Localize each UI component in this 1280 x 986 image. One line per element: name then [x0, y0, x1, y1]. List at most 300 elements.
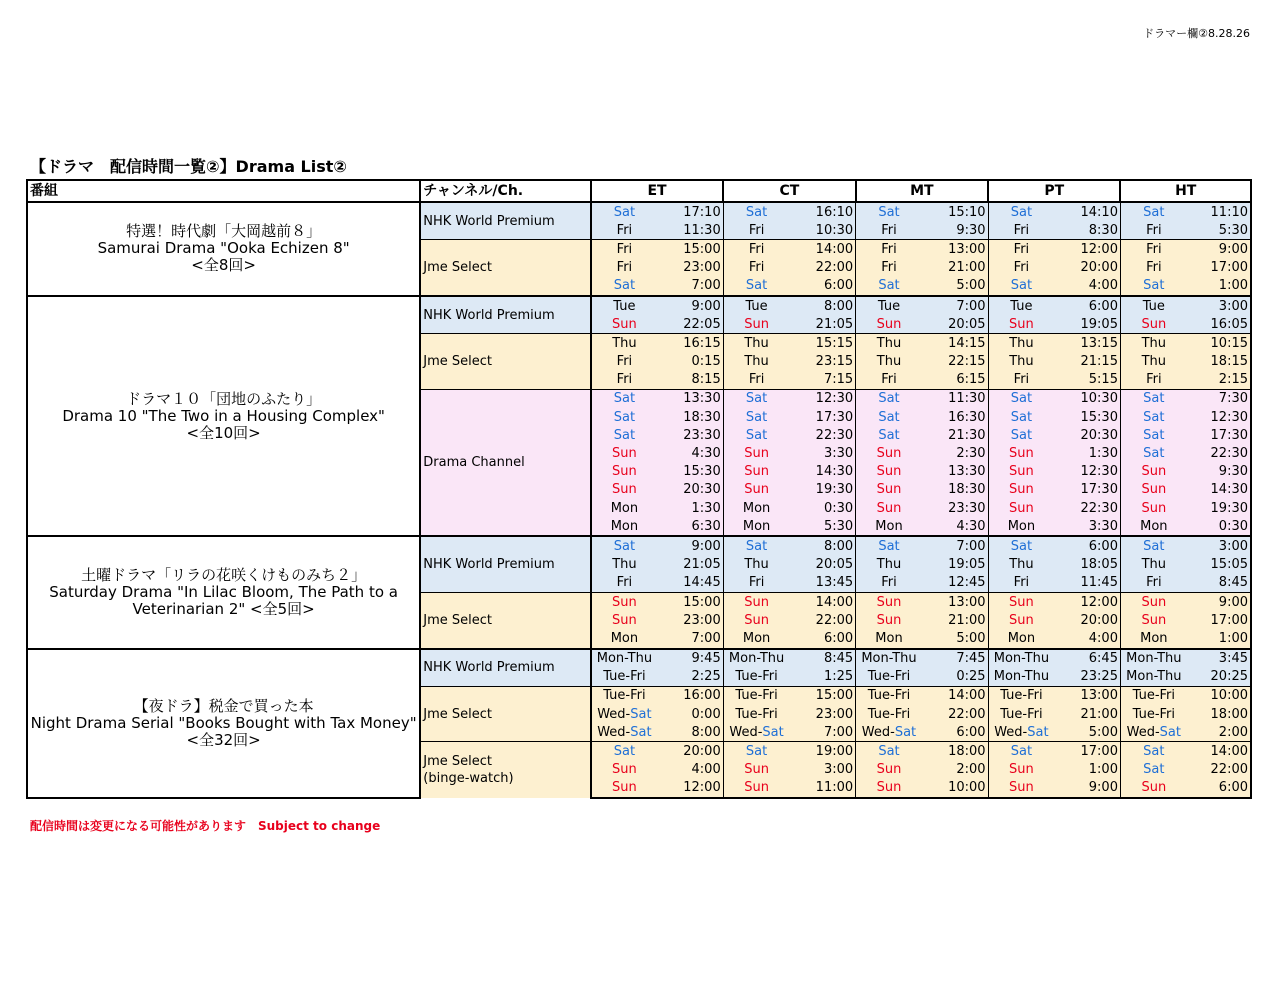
- day-cell: Wed-Sat: [1120, 723, 1186, 742]
- day-cell: Fri: [591, 353, 657, 371]
- day-cell: Fri: [723, 259, 789, 277]
- time-cell: 3:30: [1054, 517, 1120, 536]
- time-cell: 15:00: [789, 686, 855, 705]
- time-cell: 20:30: [1054, 426, 1120, 444]
- day-cell: Sun: [1120, 592, 1186, 611]
- channel-name-line: NHK World Premium: [423, 557, 555, 573]
- day-highlight: Sat: [894, 724, 917, 740]
- day-cell: Sat: [1120, 277, 1186, 296]
- time-cell: 13:00: [1054, 686, 1120, 705]
- header-zone-ht: HT: [1120, 180, 1251, 202]
- header-zone-et: ET: [591, 180, 723, 202]
- time-cell: 14:30: [1187, 481, 1251, 499]
- table-row: [27, 536, 1251, 555]
- day-cell: Sun: [1120, 463, 1186, 481]
- day-cell: Fri: [988, 221, 1054, 240]
- time-cell: 6:00: [1187, 779, 1251, 798]
- day-cell: Tue-Fri: [723, 668, 789, 687]
- day-cell: Sat: [591, 536, 657, 555]
- day-cell: Wed-Sat: [591, 723, 657, 742]
- time-cell: 20:00: [1054, 611, 1120, 629]
- day-cell: Sun: [591, 761, 657, 779]
- time-cell: 15:30: [657, 463, 723, 481]
- day-cell: Mon: [1120, 629, 1186, 648]
- time-cell: 8:15: [657, 371, 723, 390]
- time-cell: 9:00: [1187, 592, 1251, 611]
- time-cell: 17:00: [1187, 259, 1251, 277]
- day-cell: Sun: [856, 463, 922, 481]
- time-cell: 3:30: [789, 444, 855, 462]
- header-zone-ct: CT: [723, 180, 855, 202]
- time-cell: 20:00: [1054, 259, 1120, 277]
- time-cell: 18:30: [657, 408, 723, 426]
- time-cell: 7:00: [657, 277, 723, 296]
- time-cell: 21:30: [922, 426, 988, 444]
- day-cell: Tue-Fri: [856, 705, 922, 723]
- program-title-line: Samurai Drama "Ooka Echizen 8": [97, 239, 350, 258]
- time-cell: 18:05: [1054, 556, 1120, 574]
- program-title-line: Saturday Drama "In Lilac Bloom, The Path to a Veterinarian 2" <全5回>: [49, 582, 398, 618]
- header-zone-mt: MT: [856, 180, 988, 202]
- day-cell: Sun: [856, 499, 922, 517]
- time-cell: 2:30: [922, 444, 988, 462]
- time-cell: 4:00: [657, 761, 723, 779]
- day-cell: Mon: [988, 517, 1054, 536]
- day-cell: Sat: [856, 389, 922, 408]
- time-cell: 9:00: [1187, 240, 1251, 259]
- day-cell: Fri: [1120, 259, 1186, 277]
- day-cell: Thu: [723, 556, 789, 574]
- header-channel: チャンネル/Ch.: [420, 180, 591, 202]
- time-cell: 8:00: [657, 723, 723, 742]
- day-cell: Fri: [856, 371, 922, 390]
- time-cell: 23:15: [789, 353, 855, 371]
- day-cell: Sat: [591, 389, 657, 408]
- time-cell: 17:30: [1054, 481, 1120, 499]
- time-cell: 23:00: [789, 705, 855, 723]
- day-cell: Sun: [1120, 499, 1186, 517]
- day-cell: Tue-Fri: [723, 686, 789, 705]
- day-cell: Mon: [723, 499, 789, 517]
- day-highlight: Sat: [1159, 724, 1181, 740]
- channel-name: [420, 742, 591, 798]
- day-cell: Sun: [723, 444, 789, 462]
- channel-name-line: Jme Select: [423, 612, 492, 628]
- channel-name: [420, 592, 591, 648]
- day-cell: Mon: [856, 629, 922, 648]
- time-cell: 15:15: [789, 334, 855, 353]
- time-cell: 4:30: [657, 444, 723, 462]
- day-cell: Tue: [856, 296, 922, 315]
- time-cell: 22:00: [922, 705, 988, 723]
- day-cell: Sat: [723, 408, 789, 426]
- time-cell: 7:00: [922, 536, 988, 555]
- day-cell: Mon: [1120, 517, 1186, 536]
- time-cell: 12:30: [1054, 463, 1120, 481]
- time-cell: 13:30: [922, 463, 988, 481]
- time-cell: 1:00: [1187, 277, 1251, 296]
- day-cell: Mon-Thu: [988, 668, 1054, 687]
- time-cell: 9:00: [1054, 779, 1120, 798]
- time-cell: 5:00: [1054, 723, 1120, 742]
- day-cell: Fri: [591, 371, 657, 390]
- day-highlight: Sat: [630, 724, 652, 740]
- time-cell: 22:00: [789, 611, 855, 629]
- day-cell: Fri: [591, 240, 657, 259]
- time-cell: 20:25: [1187, 668, 1251, 687]
- day-cell: Sun: [988, 779, 1054, 798]
- day-cell: Sun: [591, 592, 657, 611]
- time-cell: 15:00: [657, 592, 723, 611]
- channel-name-line: Jme Select: [423, 706, 492, 722]
- day-cell: Sun: [856, 779, 922, 798]
- day-highlight: Sat: [762, 724, 784, 740]
- time-cell: 19:05: [1054, 315, 1120, 334]
- time-cell: 3:45: [1187, 649, 1251, 668]
- time-cell: 18:15: [1187, 353, 1251, 371]
- time-cell: 19:00: [789, 742, 855, 761]
- time-cell: 13:15: [1054, 334, 1120, 353]
- day-cell: Thu: [723, 353, 789, 371]
- day-cell: Mon: [723, 629, 789, 648]
- time-cell: 4:00: [1054, 629, 1120, 648]
- time-cell: 10:30: [789, 221, 855, 240]
- day-cell: Sun: [856, 611, 922, 629]
- program-title-line: 特選！時代劇「大岡越前８」: [126, 222, 322, 241]
- time-cell: 20:05: [789, 556, 855, 574]
- time-cell: 9:30: [922, 221, 988, 240]
- day-cell: Sat: [988, 408, 1054, 426]
- day-cell: Thu: [1120, 334, 1186, 353]
- day-cell: Sat: [591, 426, 657, 444]
- time-cell: 19:05: [922, 556, 988, 574]
- channel-name: [420, 686, 591, 742]
- day-cell: Mon: [591, 629, 657, 648]
- day-cell: Fri: [591, 221, 657, 240]
- day-cell: Sun: [988, 499, 1054, 517]
- channel-name-line: (binge-watch): [423, 771, 514, 787]
- time-cell: 3:00: [1187, 296, 1251, 315]
- day-cell: Tue-Fri: [723, 705, 789, 723]
- time-cell: 7:00: [789, 723, 855, 742]
- time-cell: 10:00: [1187, 686, 1251, 705]
- time-cell: 0:00: [657, 705, 723, 723]
- day-cell: Sun: [723, 463, 789, 481]
- day-cell: Sun: [1120, 611, 1186, 629]
- time-cell: 0:25: [922, 668, 988, 687]
- day-cell: Mon: [856, 517, 922, 536]
- time-cell: 10:30: [1054, 389, 1120, 408]
- table-row: [27, 296, 1251, 315]
- day-cell: Sun: [723, 481, 789, 499]
- day-cell: Tue-Fri: [856, 686, 922, 705]
- day-cell: Sun: [591, 611, 657, 629]
- day-cell: Mon-Thu: [591, 649, 657, 668]
- day-cell: Thu: [591, 334, 657, 353]
- channel-name-line: Jme Select: [423, 354, 492, 370]
- time-cell: 8:45: [1187, 574, 1251, 593]
- day-cell: Fri: [856, 221, 922, 240]
- time-cell: 8:30: [1054, 221, 1120, 240]
- day-cell: Thu: [988, 556, 1054, 574]
- day-cell: Tue-Fri: [591, 668, 657, 687]
- day-cell: Sat: [723, 536, 789, 555]
- time-cell: 12:00: [1054, 592, 1120, 611]
- day-cell: Sat: [988, 742, 1054, 761]
- day-cell: Sun: [988, 611, 1054, 629]
- day-cell: Sun: [856, 592, 922, 611]
- day-cell: Sat: [856, 277, 922, 296]
- day-cell: Wed-Sat: [723, 723, 789, 742]
- program-title: [27, 536, 420, 648]
- day-cell: Fri: [723, 371, 789, 390]
- day-cell: Sat: [591, 742, 657, 761]
- time-cell: 0:15: [657, 353, 723, 371]
- day-cell: Tue-Fri: [988, 705, 1054, 723]
- time-cell: 1:25: [789, 668, 855, 687]
- day-highlight: Sat: [630, 706, 652, 722]
- time-cell: 22:15: [922, 353, 988, 371]
- day-cell: Thu: [856, 353, 922, 371]
- day-cell: Mon-Thu: [1120, 649, 1186, 668]
- time-cell: 7:00: [922, 296, 988, 315]
- day-cell: Fri: [856, 574, 922, 593]
- time-cell: 1:00: [1054, 761, 1120, 779]
- time-cell: 22:00: [789, 259, 855, 277]
- program-title-line: ドラマ１０「団地のふたり」: [126, 389, 322, 408]
- day-cell: Sat: [1120, 389, 1186, 408]
- time-cell: 6:00: [789, 277, 855, 296]
- day-cell: Sat: [1120, 202, 1186, 221]
- time-cell: 21:00: [922, 611, 988, 629]
- channel-name-line: Jme Select: [423, 260, 492, 276]
- day-cell: Tue-Fri: [988, 686, 1054, 705]
- day-cell: Fri: [591, 259, 657, 277]
- day-cell: Thu: [591, 556, 657, 574]
- time-cell: 18:00: [1187, 705, 1251, 723]
- time-cell: 19:30: [1187, 499, 1251, 517]
- time-cell: 8:00: [789, 536, 855, 555]
- program-title: [27, 649, 420, 799]
- header-program: 番組: [27, 180, 420, 202]
- channel-name-line: Drama Channel: [423, 455, 525, 471]
- document-reference: ドラマー欄②8.28.26: [1143, 27, 1250, 40]
- channel-name: [420, 389, 591, 536]
- time-cell: 7:15: [789, 371, 855, 390]
- time-cell: 11:30: [922, 389, 988, 408]
- time-cell: 2:00: [922, 761, 988, 779]
- time-cell: 14:45: [657, 574, 723, 593]
- day-cell: Thu: [988, 353, 1054, 371]
- time-cell: 2:15: [1187, 371, 1251, 390]
- table-header-row: [27, 180, 1251, 202]
- header-zone-pt: PT: [988, 180, 1120, 202]
- time-cell: 12:30: [1187, 408, 1251, 426]
- day-cell: Fri: [1120, 574, 1186, 593]
- time-cell: 5:00: [922, 277, 988, 296]
- day-cell: Mon-Thu: [1120, 668, 1186, 687]
- time-cell: 7:30: [1187, 389, 1251, 408]
- time-cell: 6:30: [657, 517, 723, 536]
- day-cell: Mon: [591, 517, 657, 536]
- day-cell: Fri: [856, 259, 922, 277]
- time-cell: 6:00: [789, 629, 855, 648]
- channel-name: [420, 202, 591, 240]
- time-cell: 11:00: [789, 779, 855, 798]
- time-cell: 16:10: [789, 202, 855, 221]
- time-cell: 14:00: [922, 686, 988, 705]
- day-cell: Sat: [988, 426, 1054, 444]
- day-cell: Fri: [1120, 371, 1186, 390]
- day-cell: Fri: [856, 240, 922, 259]
- day-cell: Fri: [988, 371, 1054, 390]
- day-cell: Sun: [723, 779, 789, 798]
- program-title-line: <全8回>: [191, 256, 256, 275]
- table-row: [27, 202, 1251, 221]
- time-cell: 14:00: [789, 592, 855, 611]
- day-cell: Mon: [591, 499, 657, 517]
- day-cell: Sun: [591, 779, 657, 798]
- time-cell: 23:25: [1054, 668, 1120, 687]
- time-cell: 6:45: [1054, 649, 1120, 668]
- time-cell: 11:30: [657, 221, 723, 240]
- time-cell: 20:00: [657, 742, 723, 761]
- day-cell: Sun: [988, 592, 1054, 611]
- day-cell: Mon-Thu: [723, 649, 789, 668]
- time-cell: 6:15: [922, 371, 988, 390]
- time-cell: 3:00: [789, 761, 855, 779]
- day-cell: Tue: [591, 296, 657, 315]
- time-cell: 18:00: [922, 742, 988, 761]
- time-cell: 16:30: [922, 408, 988, 426]
- day-cell: Fri: [988, 259, 1054, 277]
- time-cell: 17:00: [1187, 611, 1251, 629]
- day-cell: Sun: [1120, 315, 1186, 334]
- day-cell: Sun: [591, 463, 657, 481]
- day-cell: Fri: [1120, 221, 1186, 240]
- time-cell: 18:30: [922, 481, 988, 499]
- time-cell: 15:00: [657, 240, 723, 259]
- time-cell: 9:45: [657, 649, 723, 668]
- time-cell: 9:30: [1187, 463, 1251, 481]
- time-cell: 4:30: [922, 517, 988, 536]
- day-cell: Sat: [723, 742, 789, 761]
- channel-name: [420, 334, 591, 390]
- time-cell: 1:30: [657, 499, 723, 517]
- day-cell: Tue: [988, 296, 1054, 315]
- day-cell: Sat: [988, 389, 1054, 408]
- time-cell: 23:30: [657, 426, 723, 444]
- channel-name: [420, 296, 591, 334]
- day-cell: Sun: [856, 481, 922, 499]
- time-cell: 20:30: [657, 481, 723, 499]
- channel-name-line: NHK World Premium: [423, 660, 555, 676]
- time-cell: 5:15: [1054, 371, 1120, 390]
- time-cell: 12:00: [657, 779, 723, 798]
- day-cell: Thu: [856, 556, 922, 574]
- time-cell: 5:00: [922, 629, 988, 648]
- day-cell: Fri: [591, 574, 657, 593]
- day-cell: Sun: [856, 444, 922, 462]
- time-cell: 12:30: [789, 389, 855, 408]
- time-cell: 16:00: [657, 686, 723, 705]
- day-cell: Fri: [723, 574, 789, 593]
- time-cell: 15:10: [922, 202, 988, 221]
- day-cell: Wed-Sat: [856, 723, 922, 742]
- day-cell: Thu: [988, 334, 1054, 353]
- time-cell: 6:00: [1054, 536, 1120, 555]
- time-cell: 17:30: [1187, 426, 1251, 444]
- day-cell: Sun: [1120, 481, 1186, 499]
- time-cell: 8:45: [789, 649, 855, 668]
- program-title-line: Drama 10 "The Two in a Housing Complex": [62, 406, 385, 425]
- day-cell: Sun: [723, 315, 789, 334]
- time-cell: 9:00: [657, 536, 723, 555]
- program-title-line: Night Drama Serial "Books Bought with Tax Money"<全32回>: [30, 713, 417, 749]
- page-title: 【ドラマ 配信時間一覧②】Drama List②: [30, 157, 347, 176]
- day-cell: Sat: [1120, 408, 1186, 426]
- time-cell: 9:00: [657, 296, 723, 315]
- day-cell: Fri: [723, 221, 789, 240]
- day-cell: Sun: [988, 444, 1054, 462]
- day-cell: Sat: [1120, 761, 1186, 779]
- day-cell: Thu: [856, 334, 922, 353]
- day-cell: Sat: [723, 277, 789, 296]
- day-cell: Fri: [723, 240, 789, 259]
- program-title: [27, 202, 420, 296]
- day-cell: Sun: [591, 444, 657, 462]
- time-cell: 17:10: [657, 202, 723, 221]
- day-cell: Sun: [591, 481, 657, 499]
- day-cell: Fri: [1120, 240, 1186, 259]
- time-cell: 0:30: [1187, 517, 1251, 536]
- time-cell: 21:05: [789, 315, 855, 334]
- time-cell: 7:45: [922, 649, 988, 668]
- day-cell: Sat: [856, 202, 922, 221]
- table-row: [27, 649, 1251, 668]
- time-cell: 12:00: [1054, 240, 1120, 259]
- day-cell: Sun: [1120, 779, 1186, 798]
- day-cell: Sat: [856, 536, 922, 555]
- day-cell: Sun: [856, 315, 922, 334]
- day-cell: Sat: [591, 202, 657, 221]
- time-cell: 6:00: [1054, 296, 1120, 315]
- time-cell: 13:00: [922, 240, 988, 259]
- day-cell: Sat: [988, 202, 1054, 221]
- day-cell: Mon-Thu: [856, 649, 922, 668]
- time-cell: 11:45: [1054, 574, 1120, 593]
- channel-name: [420, 649, 591, 687]
- time-cell: 2:00: [1187, 723, 1251, 742]
- time-cell: 15:05: [1187, 556, 1251, 574]
- day-cell: Fri: [988, 574, 1054, 593]
- time-cell: 22:00: [1187, 761, 1251, 779]
- day-cell: Sat: [1120, 444, 1186, 462]
- day-cell: Tue: [723, 296, 789, 315]
- day-cell: Sun: [723, 761, 789, 779]
- day-cell: Sun: [856, 761, 922, 779]
- day-cell: Sat: [591, 408, 657, 426]
- day-cell: Sun: [988, 761, 1054, 779]
- day-cell: Sat: [856, 426, 922, 444]
- time-cell: 2:25: [657, 668, 723, 687]
- day-cell: Sat: [1120, 536, 1186, 555]
- time-cell: 14:15: [922, 334, 988, 353]
- day-cell: Sat: [856, 742, 922, 761]
- time-cell: 20:05: [922, 315, 988, 334]
- time-cell: 13:45: [789, 574, 855, 593]
- time-cell: 3:00: [1187, 536, 1251, 555]
